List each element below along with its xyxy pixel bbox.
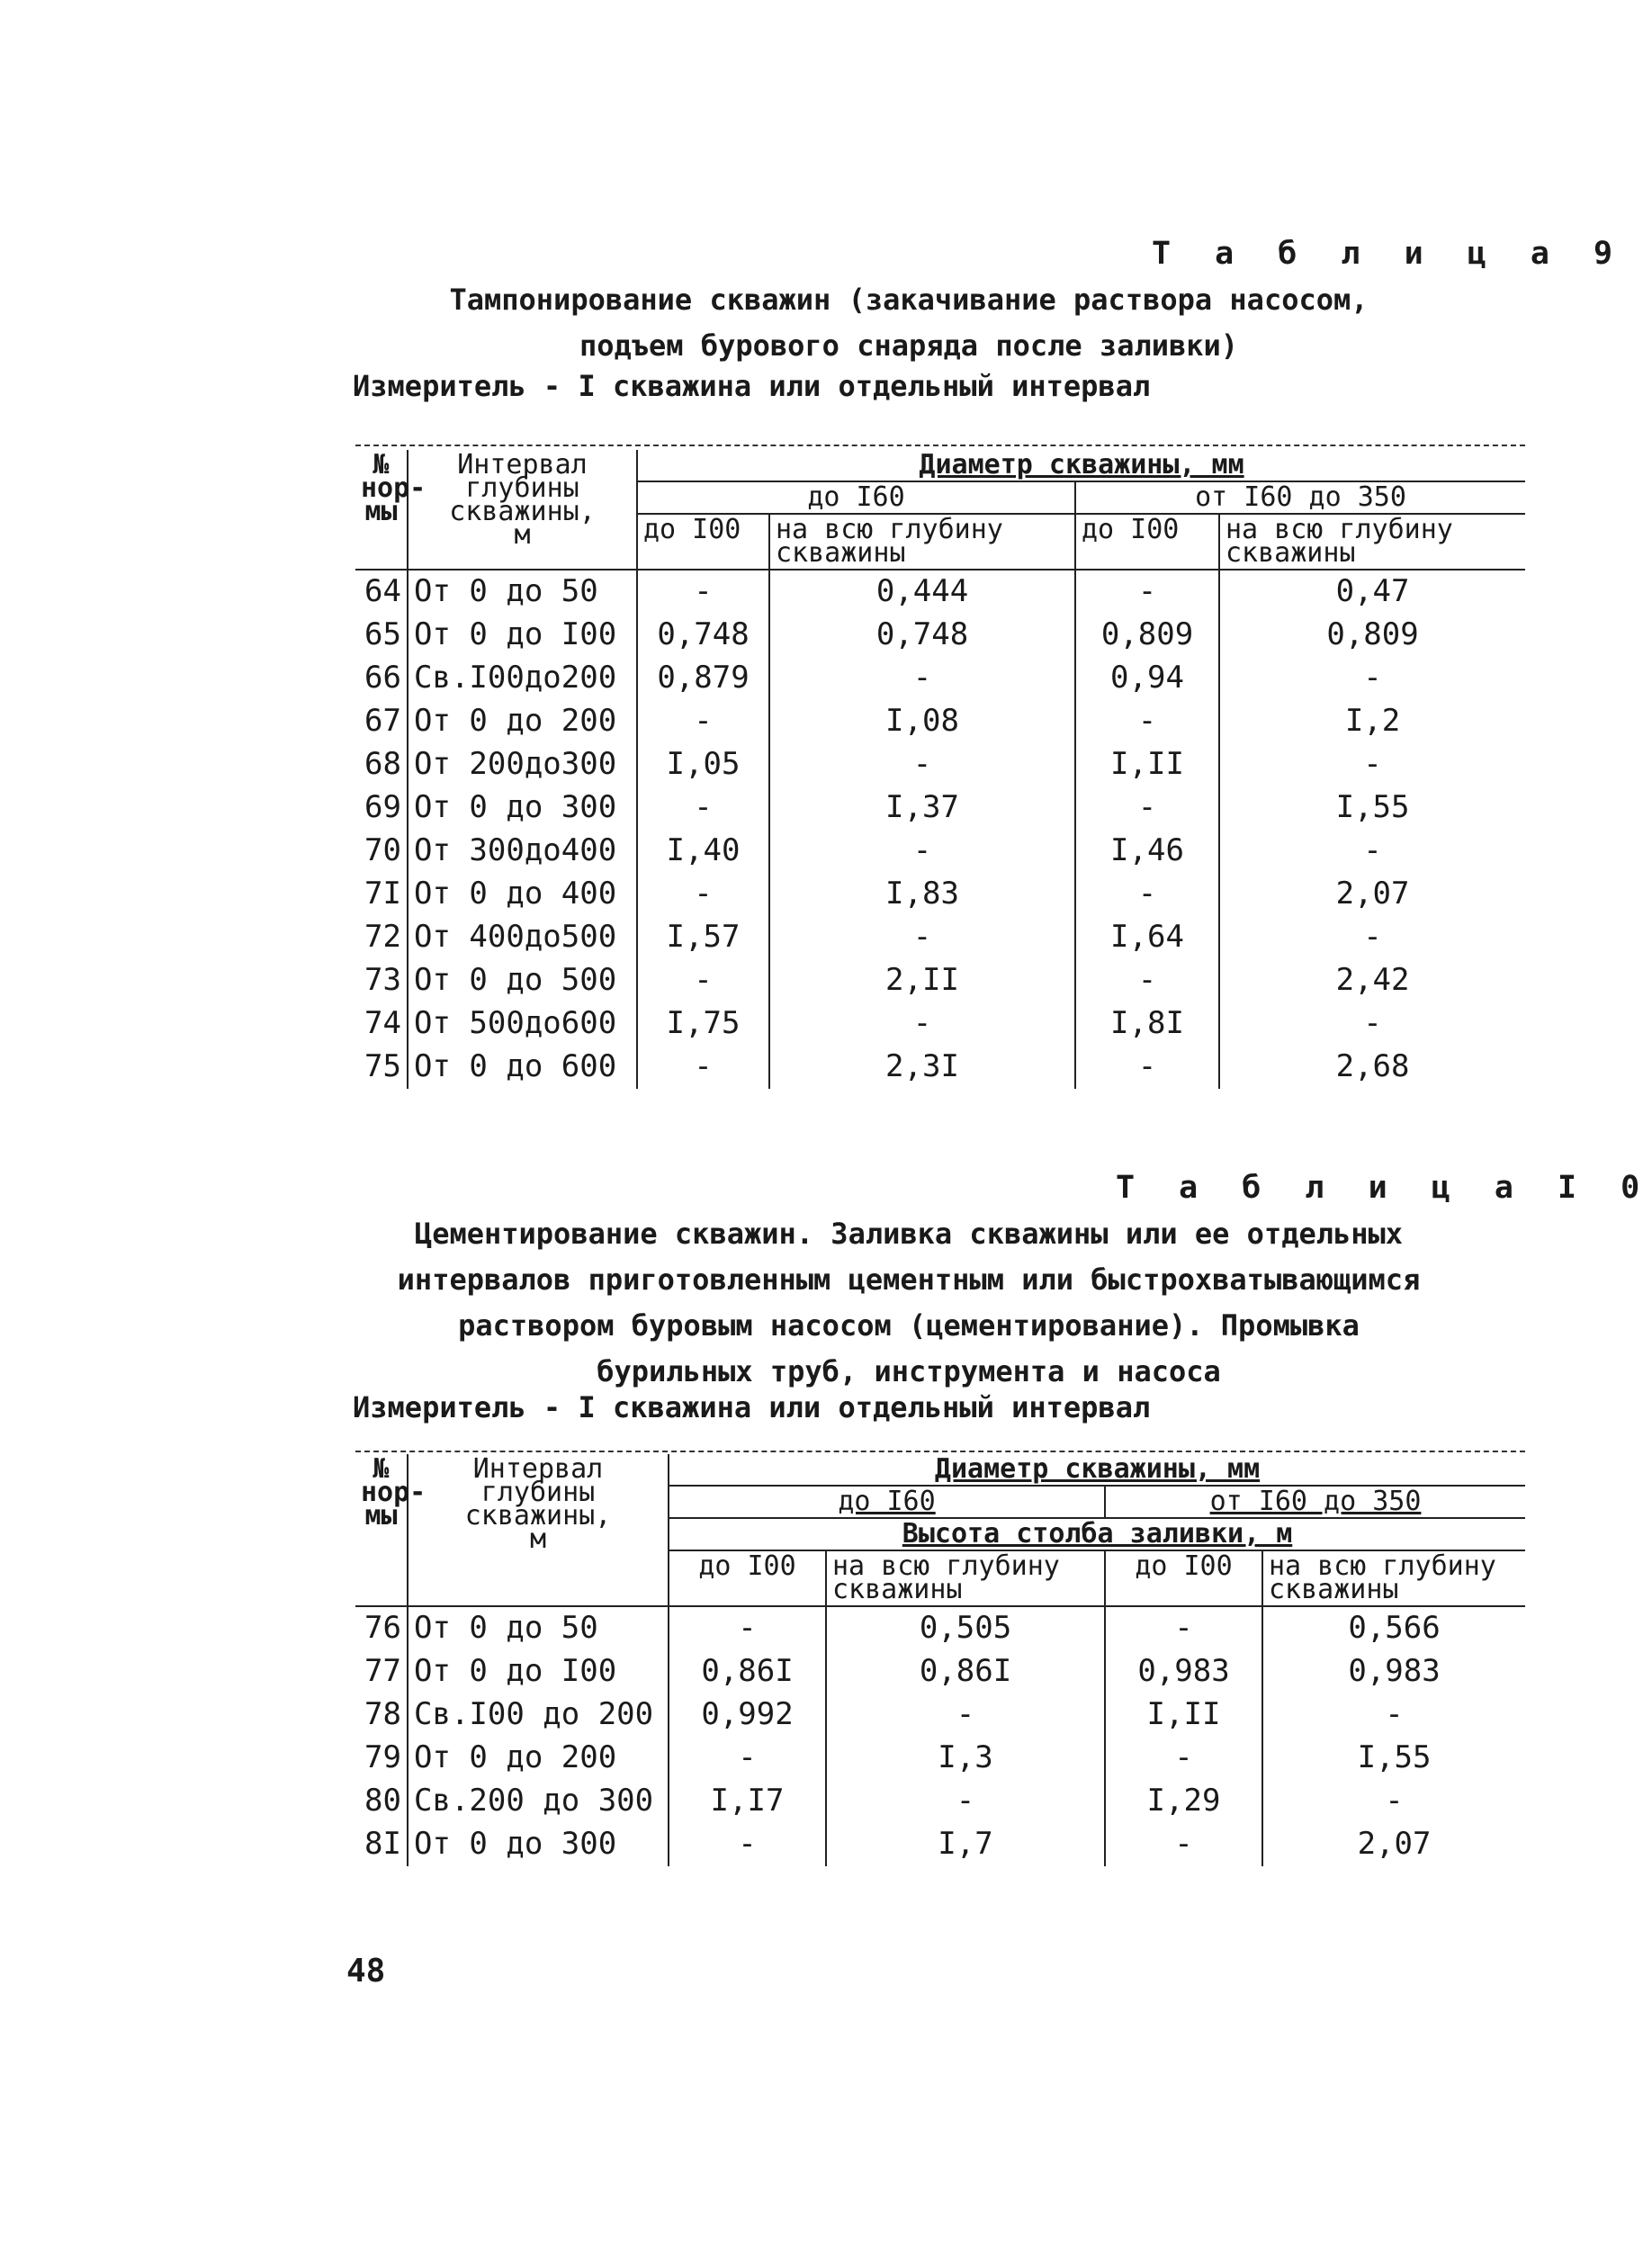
- table-row: [355, 1780, 1525, 1823]
- row-number: 69: [355, 786, 408, 830]
- row-interval: От 300до400: [408, 830, 637, 873]
- cell-value: I,8I: [1075, 1002, 1219, 1046]
- header-line: скважины: [1226, 537, 1356, 569]
- table9-group2-header: от I60 до 350: [1075, 481, 1525, 514]
- row-interval: Св.I00до200: [408, 657, 637, 700]
- row-number: 73: [355, 959, 408, 1002]
- table9-top-rule: [355, 445, 1525, 446]
- diameter-label: Диаметр скважины, мм: [934, 1453, 1261, 1485]
- cell-value: -: [637, 1046, 769, 1089]
- cell-value: 2,68: [1335, 1048, 1410, 1084]
- header-line: мы: [364, 1500, 398, 1532]
- cell-value: I,83: [769, 873, 1075, 916]
- cell-value: I,05: [637, 743, 769, 786]
- cell-value: I,40: [637, 830, 769, 873]
- table10-diameter-header: [669, 1454, 1525, 1486]
- table10-top-rule: [355, 1451, 1525, 1452]
- cell-value: -: [769, 657, 1075, 700]
- cell-value: 2,42: [1335, 962, 1410, 998]
- table-row: [355, 959, 1525, 1002]
- cell-value: 0,505: [826, 1606, 1105, 1650]
- header-line: Интервал: [457, 449, 588, 481]
- table9-group1-header: до I60: [637, 481, 1075, 514]
- cell-value: -: [769, 743, 1075, 786]
- cell-value: I,55: [1335, 789, 1410, 825]
- row-interval: От 0 до 300: [408, 1823, 669, 1866]
- table9-caption: Т а б л и ц а 9: [1152, 236, 1626, 272]
- cell-value: I,29: [1105, 1780, 1262, 1823]
- table9-title-line: подъем бурового снаряда после заливки): [579, 328, 1239, 363]
- table10-sub-full: [1262, 1550, 1525, 1606]
- header-line: №: [373, 449, 390, 481]
- header-line: мы: [364, 496, 398, 527]
- cell-value: I,2: [1344, 703, 1401, 739]
- cell-value: 0,566: [1348, 1610, 1441, 1646]
- cell-value: I,57: [637, 916, 769, 959]
- cell-value: 0,86I: [826, 1650, 1105, 1693]
- cell-value: -: [1075, 1046, 1219, 1089]
- table9-title-line: Тампонирование скважин (закачивание раствора насосом,: [449, 283, 1369, 317]
- table-row: [355, 700, 1525, 743]
- row-number: 78: [355, 1693, 408, 1737]
- header-line: глубины: [480, 1477, 596, 1508]
- table10-col-interval-header: [408, 1454, 669, 1606]
- cell-value: I,37: [769, 786, 1075, 830]
- row-interval: От 0 до 400: [408, 873, 637, 916]
- cell-value: 0,94: [1075, 657, 1219, 700]
- cell-value: -: [1075, 873, 1219, 916]
- cell-value: I,46: [1075, 830, 1219, 873]
- row-interval: Св.200 до 300: [408, 1780, 669, 1823]
- table10-sub-to100: до I00: [1105, 1550, 1262, 1606]
- table10-sub-full: [826, 1550, 1105, 1606]
- cell-value: 0,748: [637, 614, 769, 657]
- table9: [355, 450, 1525, 1089]
- cell-value: -: [1105, 1737, 1262, 1780]
- row-interval: От 0 до 200: [408, 1737, 669, 1780]
- table10-measure: Измеритель - I скважина или отдельный интервал: [353, 1390, 1151, 1424]
- row-interval: От 0 до 600: [408, 1046, 637, 1089]
- table10-group2-header: [1105, 1486, 1525, 1518]
- row-number: 7I: [355, 873, 408, 916]
- cell-value: -: [669, 1737, 826, 1780]
- row-number: 76: [355, 1606, 408, 1650]
- cell-value: 2,07: [1357, 1826, 1432, 1862]
- header-line: м: [514, 519, 531, 551]
- cell-value: 0,983: [1348, 1653, 1441, 1689]
- header-line: глубины: [465, 472, 579, 504]
- row-interval: От 0 до 500: [408, 959, 637, 1002]
- diameter-label: Диаметр скважины, мм: [919, 449, 1244, 481]
- row-interval: От 0 до I00: [408, 1650, 669, 1693]
- cell-value: 0,47: [1335, 573, 1410, 609]
- cell-value: -: [1105, 1823, 1262, 1866]
- cell-value: 0,748: [769, 614, 1075, 657]
- cell-value: 2,II: [769, 959, 1075, 1002]
- table-row: [355, 743, 1525, 786]
- header-line: скважины: [1269, 1574, 1399, 1605]
- cell-value: 2,07: [1335, 876, 1410, 912]
- header-line: скважины: [776, 537, 906, 569]
- cell-value: -: [826, 1780, 1105, 1823]
- cell-value: -: [1363, 832, 1382, 868]
- cell-value: 0,879: [637, 657, 769, 700]
- header-line: №: [373, 1453, 390, 1485]
- cell-value: -: [769, 916, 1075, 959]
- header-line: м: [529, 1523, 547, 1555]
- table-row: [355, 916, 1525, 959]
- row-number: 75: [355, 1046, 408, 1089]
- table10: [355, 1454, 1525, 1866]
- cell-value: I,64: [1075, 916, 1219, 959]
- row-number: 64: [355, 570, 408, 614]
- table9-title: [324, 277, 1494, 369]
- table-row: [355, 1823, 1525, 1866]
- cell-value: -: [1075, 570, 1219, 614]
- row-interval: От 200до300: [408, 743, 637, 786]
- table10-title-line: раствором буровым насосом (цементирование). Промывка: [458, 1308, 1360, 1343]
- table-row: [355, 1650, 1525, 1693]
- cell-value: 0,809: [1075, 614, 1219, 657]
- cell-value: I,I7: [669, 1780, 826, 1823]
- table10-title-line: Цементирование скважин. Заливка скважины или ее отдельных: [414, 1217, 1404, 1251]
- cell-value: I,II: [1105, 1693, 1262, 1737]
- row-number: 65: [355, 614, 408, 657]
- cell-value: 0,444: [769, 570, 1075, 614]
- row-interval: От 500до600: [408, 1002, 637, 1046]
- cell-value: -: [637, 786, 769, 830]
- cell-value: -: [637, 570, 769, 614]
- table-row: [355, 614, 1525, 657]
- cell-value: -: [1075, 959, 1219, 1002]
- header-line: скважины,: [449, 496, 596, 527]
- table-row: [355, 1606, 1525, 1650]
- table9-measure: Измеритель - I скважина или отдельный интервал: [353, 369, 1151, 403]
- row-interval: Св.I00 до 200: [408, 1693, 669, 1737]
- table9-diameter-header: [637, 450, 1525, 481]
- cell-value: -: [1075, 786, 1219, 830]
- header-line: на всю глубину: [1226, 514, 1453, 545]
- cell-value: -: [769, 1002, 1075, 1046]
- cell-value: I,3: [826, 1737, 1105, 1780]
- cell-value: -: [1363, 1005, 1382, 1041]
- table9-col-interval-header: [408, 450, 637, 570]
- table-row: [355, 873, 1525, 916]
- cell-value: I,75: [637, 1002, 769, 1046]
- row-number: 77: [355, 1650, 408, 1693]
- row-interval: От 0 до 200: [408, 700, 637, 743]
- cell-value: -: [1385, 1783, 1404, 1819]
- header-line: на всю глубину: [832, 1550, 1060, 1582]
- table-row: [355, 1693, 1525, 1737]
- table10-title-line: интервалов приготовленным цементным или быстрохватывающимся: [397, 1262, 1421, 1297]
- row-interval: От 0 до 300: [408, 786, 637, 830]
- cell-value: -: [637, 700, 769, 743]
- header-line: на всю глубину: [776, 514, 1003, 545]
- cell-value: -: [669, 1823, 826, 1866]
- header-line: Интервал: [472, 1453, 604, 1485]
- cell-value: 0,809: [1326, 616, 1419, 652]
- table9-sub-to100: до I00: [1075, 514, 1219, 570]
- header-line: нор-: [361, 1477, 426, 1508]
- table9-sub-to100: до I00: [637, 514, 769, 570]
- table-row: [355, 1002, 1525, 1046]
- group2-label: от I60 до 350: [1209, 1486, 1422, 1517]
- cell-value: -: [1363, 919, 1382, 955]
- table10-col-no-header: [355, 1453, 426, 1606]
- table-row: [355, 657, 1525, 700]
- row-number: 8I: [355, 1823, 408, 1866]
- cell-value: 0,983: [1105, 1650, 1262, 1693]
- header-line: на всю глубину: [1269, 1550, 1496, 1582]
- table-row: [355, 1046, 1525, 1089]
- cell-value: -: [1363, 660, 1382, 696]
- table9-sub-full: [1219, 514, 1525, 570]
- cell-value: I,7: [826, 1823, 1105, 1866]
- table10-caption: Т а б л и ц а I 0: [1116, 1170, 1652, 1206]
- table9-sub-full: [769, 514, 1075, 570]
- cell-value: -: [1385, 1696, 1404, 1732]
- header-line: нор-: [361, 472, 426, 504]
- table10-sub-to100: до I00: [669, 1550, 826, 1606]
- table10-title: [324, 1211, 1494, 1395]
- cell-value: I,55: [1357, 1739, 1432, 1775]
- table-row: [355, 786, 1525, 830]
- header-line: скважины: [832, 1574, 963, 1605]
- cell-value: -: [637, 959, 769, 1002]
- table10-group1-header: [669, 1486, 1105, 1518]
- row-interval: От 0 до I00: [408, 614, 637, 657]
- cell-value: -: [826, 1693, 1105, 1737]
- cell-value: 0,992: [669, 1693, 826, 1737]
- height-label: Высота столба заливки, м: [902, 1518, 1293, 1550]
- row-interval: От 0 до 50: [408, 1606, 669, 1650]
- cell-value: I,08: [769, 700, 1075, 743]
- page-number: 48: [346, 1953, 386, 1990]
- group1-label: до I60: [838, 1486, 936, 1517]
- row-number: 67: [355, 700, 408, 743]
- cell-value: 2,3I: [769, 1046, 1075, 1089]
- row-number: 72: [355, 916, 408, 959]
- table9-col-no-header: [355, 449, 426, 570]
- row-number: 66: [355, 657, 408, 700]
- row-number: 79: [355, 1737, 408, 1780]
- row-number: 70: [355, 830, 408, 873]
- cell-value: -: [1105, 1606, 1262, 1650]
- row-number: 80: [355, 1780, 408, 1823]
- row-number: 74: [355, 1002, 408, 1046]
- cell-value: I,II: [1075, 743, 1219, 786]
- table-row: [355, 830, 1525, 873]
- cell-value: -: [1075, 700, 1219, 743]
- cell-value: -: [637, 873, 769, 916]
- table10-title-line: бурильных труб, инструмента и насоса: [597, 1354, 1221, 1388]
- row-interval: От 0 до 50: [408, 570, 637, 614]
- cell-value: -: [1363, 746, 1382, 782]
- cell-value: 0,86I: [669, 1650, 826, 1693]
- cell-value: -: [669, 1606, 826, 1650]
- table-row: [355, 570, 1525, 614]
- table10-height-header: [669, 1518, 1525, 1550]
- row-number: 68: [355, 743, 408, 786]
- row-interval: От 400до500: [408, 916, 637, 959]
- cell-value: -: [769, 830, 1075, 873]
- table-row: [355, 1737, 1525, 1780]
- header-line: скважины,: [464, 1500, 612, 1532]
